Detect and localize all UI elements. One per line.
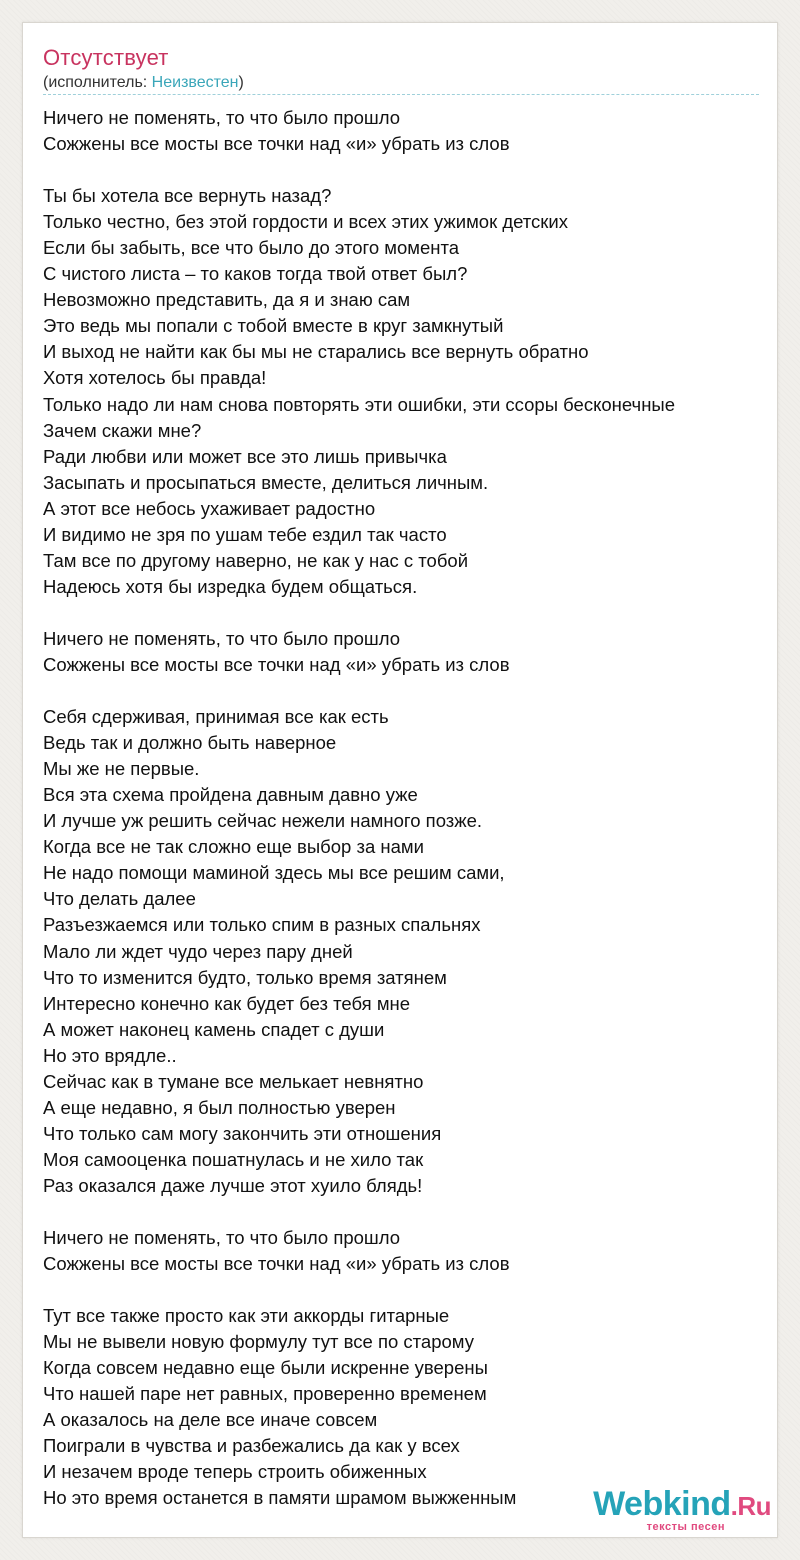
lyric-line: Когда совсем недавно еще были искренне уверены: [43, 1357, 488, 1379]
lyric-line: Себя сдерживая, принимая все как есть: [43, 706, 389, 728]
lyric-line: Вся эта схема пройдена давным давно уже: [43, 784, 418, 806]
lyric-line: И лучше уж решить сейчас нежели намного позже.: [43, 810, 483, 832]
lyric-line: Хотя хотелось бы правда!: [43, 367, 267, 389]
lyric-line: Но это врядле..: [43, 1044, 177, 1066]
lyric-line: Ничего не поменять, то что было прошло: [43, 1227, 401, 1249]
lyric-line: Когда все не так сложно еще выбор за нами: [43, 836, 424, 858]
lyric-blank-line: [43, 678, 763, 704]
lyric-line: Поиграли в чувства и разбежались да как у всех: [43, 1435, 460, 1457]
lyric-line: Только честно, без этой гордости и всех этих ужимок детских: [43, 211, 568, 233]
lyric-line: Тут все также просто как эти аккорды гитарные: [43, 1305, 450, 1327]
lyric-line: А еще недавно, я был полностью уверен: [43, 1096, 396, 1118]
lyric-blank-line: [43, 157, 763, 183]
artist-suffix: ): [238, 74, 244, 91]
lyric-line: Но это время останется в памяти шрамом выжженным: [43, 1487, 517, 1509]
logo-wordmark: [593, 1485, 771, 1524]
song-title: Отсутствует: [43, 45, 169, 70]
lyric-line: Что нашей паре нет равных, провереннo временем: [43, 1383, 487, 1405]
lyrics-card: [22, 22, 778, 1538]
lyric-line: Что то изменится будто, только время затянем: [43, 966, 447, 988]
lyric-blank-line: [43, 1199, 763, 1225]
lyric-line: Что только сам могу закончить эти отношения: [43, 1122, 442, 1144]
lyric-line: Засыпать и просыпаться вместе, делиться личным.: [43, 471, 489, 493]
artist-link[interactable]: Неизвестен: [151, 74, 239, 91]
lyric-line: Сожжены все мосты все точки над «и» убрать из слов: [43, 653, 510, 675]
lyric-line: Разъезжаемся или только спим в разных спальнях: [43, 914, 481, 936]
lyric-line: И незачем вроде теперь строить обиженных: [43, 1461, 427, 1483]
lyric-line: А может наконец камень спадет с души: [43, 1018, 385, 1040]
logo-tld: .Ru: [730, 1491, 771, 1521]
site-logo[interactable]: [571, 1485, 771, 1535]
artist-prefix: (исполнитель:: [43, 74, 152, 91]
lyric-line: Ведь так и должно быть наверное: [43, 732, 337, 754]
lyric-line: Сейчас как в тумане все мелькает невнятно: [43, 1070, 424, 1092]
lyric-blank-line: [43, 1277, 763, 1303]
lyric-line: Сожжены все мосты все точки над «и» убрать из слов: [43, 1253, 510, 1275]
title-divider: [43, 94, 759, 95]
lyric-line: И выход не найти как бы мы не старались все вернуть обратно: [43, 341, 589, 363]
lyric-line: Ничего не поменять, то что было прошло: [43, 107, 401, 128]
lyric-line: Мы же не первые.: [43, 758, 200, 780]
artist-line: [43, 74, 244, 92]
lyric-line: Надеюсь хотя бы изредка будем общаться.: [43, 575, 418, 597]
lyric-line: А оказалось на деле все иначе совсем: [43, 1409, 378, 1431]
lyric-line: Если бы забыть, все что было до этого момента: [43, 237, 460, 259]
lyric-line: Там все по другому наверно, не как у нас с тобой: [43, 549, 469, 571]
lyric-line: Интересно конечно как будет без тебя мне: [43, 992, 411, 1014]
lyric-line: Раз оказался даже лучше этот хуило блядь!: [43, 1174, 423, 1196]
lyric-line: Зачем скажи мне?: [43, 419, 202, 441]
lyric-line: Моя самооценка пошатнулась и не хило так: [43, 1148, 424, 1170]
lyric-line: С чистого листа – то каков тогда твой ответ был?: [43, 263, 468, 285]
logo-word: Webkind: [593, 1485, 731, 1523]
lyric-line: Что делать далее: [43, 888, 196, 910]
lyric-line: Ничего не поменять, то что было прошло: [43, 627, 401, 649]
lyric-line: Только надо ли нам снова повторять эти ошибки, эти ссоры бесконечные: [43, 393, 675, 415]
lyric-line: Ты бы хотела все вернуть назад?: [43, 185, 332, 207]
logo-subtitle: тексты песен: [646, 1521, 725, 1533]
lyric-line: А этот все небось ухаживает радостно: [43, 497, 376, 519]
lyric-line: Не надо помощи маминой здесь мы все решим сами,: [43, 862, 505, 884]
lyric-line: Невозможно представить, да я и знаю сам: [43, 289, 411, 311]
lyric-line: Это ведь мы попали с тобой вместе в круг замкнутый: [43, 315, 504, 337]
lyric-line: Сожжены все мосты все точки над «и» убрать из слов: [43, 133, 510, 155]
lyric-line: И видимо не зря по ушам тебе ездил так часто: [43, 523, 447, 545]
lyric-line: Ради любви или может все это лишь привычка: [43, 445, 447, 467]
lyrics-text: [43, 105, 763, 1512]
lyric-line: Мы не вывели новую формулу тут все по старому: [43, 1331, 474, 1353]
lyric-blank-line: [43, 600, 763, 626]
lyric-line: Мало ли ждет чудо через пару дней: [43, 940, 353, 962]
